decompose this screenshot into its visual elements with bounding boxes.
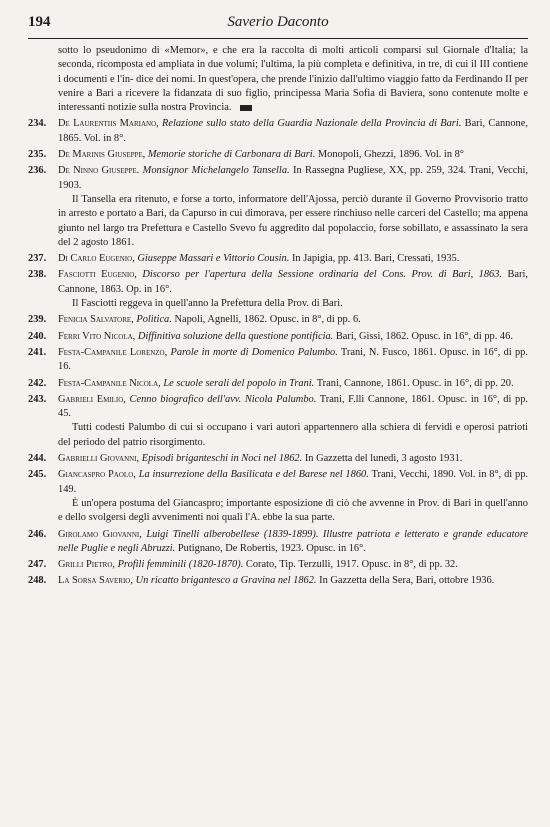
bibliography-entry bbox=[28, 393, 528, 450]
entry-publication: Trani, F.lli Cannone, 1861. Opusc. in 16°, di pp. 45. bbox=[58, 393, 528, 420]
intro-line: dice dei nomi. In quest'opera, che prende l'inizio dall'ultimo viaggio fatto da bbox=[136, 73, 453, 85]
intro-line: la più completa e definitiva, in tre, di cui il III contiene i documenti e l'in- bbox=[58, 59, 528, 85]
ink-mark-icon bbox=[240, 105, 252, 111]
entry-publication: Napoli, Agnelli, 1862. Opusc. in 8°, di pp. 6. bbox=[174, 314, 361, 326]
bibliography-entry bbox=[28, 377, 528, 391]
entry-number: 234. bbox=[28, 118, 47, 130]
bibliography-entry bbox=[28, 313, 528, 327]
entry-author: Di Carlo Eugenio, bbox=[58, 253, 135, 265]
entry-publication: Corato, Tip. Terzulli, 1917. Opusc. in 8°, di pp. 32. bbox=[245, 559, 458, 571]
running-title: Saverio Daconto bbox=[227, 14, 329, 30]
entry-number: 236. bbox=[28, 165, 47, 177]
bibliography-entry bbox=[28, 468, 528, 525]
entry-author: Fasciotti Eugenio, bbox=[58, 269, 137, 281]
bibliography-entry bbox=[28, 558, 528, 572]
entry-note: Il Fasciotti reggeva in quell'anno la Prefettura della Prov. di Bari. bbox=[72, 298, 343, 310]
entry-publication: Trani, Cannone, 1861. Opusc. in 16°, di pp. 20. bbox=[316, 377, 514, 389]
entry-author: Grilli Pietro, bbox=[58, 559, 115, 571]
entry-publication: Bari, Cannone, 1865. Vol. in 8°. bbox=[58, 118, 528, 144]
bibliography-entry bbox=[28, 148, 528, 162]
page-body bbox=[28, 44, 528, 589]
bibliography-entry bbox=[28, 117, 528, 146]
entry-title: Le scuole serali del popolo in Trani. bbox=[163, 377, 315, 389]
entry-note: È un'opera postuma del Giancaspro; importante esposizione di ciò che avvenne in Prov. di Bari in quell'anno e dello svolgersi degli avvenimenti noi quali l'A. ebbe la sua parte. bbox=[58, 497, 528, 524]
entry-title: Un ricatto brigantesco a Gravina nel 1862. bbox=[135, 575, 317, 587]
entry-number: 239. bbox=[28, 314, 47, 326]
entry-title: Cenno biografico dell'avv. Nicola Palumbo. bbox=[129, 393, 317, 405]
intro-line: sul Giornale d'Italia; la seconda, ricomposta ed ampliata in due volumi; l'ultima, bbox=[58, 45, 528, 71]
intro-paragraph bbox=[58, 44, 528, 115]
entry-title: Profili femminili (1820-1870). bbox=[117, 559, 244, 571]
bibliography-entry bbox=[28, 252, 528, 266]
intro-line: Ferdinando II per venire a Bari a ricevere la fidanzata di suo figlio, principessa bbox=[58, 73, 528, 99]
entry-author: Giancaspro Paolo, bbox=[58, 469, 136, 481]
entry-number: 244. bbox=[28, 453, 47, 465]
entry-title: Monsignor Michelangelo Tansella. bbox=[142, 165, 290, 177]
entry-author: Festa-Campanile Lorenzo, bbox=[58, 346, 168, 358]
entry-number: 238. bbox=[28, 269, 47, 281]
entry-number: 243. bbox=[28, 393, 47, 405]
bibliography-list bbox=[28, 117, 528, 588]
intro-line: Maria Sofia di Baviera, sono contenute molte e interessanti notizie sulla nostra bbox=[58, 87, 528, 114]
entry-title: Parole in morte di Domenico Palumbo. bbox=[170, 346, 338, 358]
entry-publication: Bari, Cannone, 1863. Op. in 16°. bbox=[58, 269, 528, 295]
entry-publication: Putignano, De Robertis, 1923. Opusc. in 16°. bbox=[177, 542, 366, 554]
entry-title: Giuseppe Massari e Vittorio Cousin. bbox=[137, 253, 290, 265]
entry-note: Il Tansella era ritenuto, e forse a torto, informatore dell'Ajossa, perciò durante il Governo Provvisorio tratto in arresto e portato a Bari, da Capurso in cui dimorava, per essere rinchiuso nelle carceri del Castello; ma appena giunto nel largo tra Prefettura e Castello Svevo fu aggredito dal popolaccio, forse sobillato, e assassinato la sera del 2 agosto 1861. bbox=[58, 193, 528, 248]
entry-publication: In Rassegna Pugliese, XX, pp. 259, 324. Trani, Vecchi, 1903. bbox=[58, 165, 528, 191]
bibliography-entry bbox=[28, 574, 528, 588]
entry-number: 242. bbox=[28, 377, 47, 389]
bibliography-entry bbox=[28, 528, 528, 557]
entry-author: De Laurentiis Mariano, bbox=[58, 118, 159, 130]
entry-title: La insurrezione della Basilicata e del Barese nel 1860. bbox=[138, 469, 369, 481]
entry-title: Luigi Tinelli alberobellese (1839-1899). Illustre patriota e letterato e grande educatore nelle Puglie e negli Abruzzi. bbox=[58, 528, 528, 554]
entry-title: Politica. bbox=[136, 314, 172, 326]
entry-author: De Ninno Giuseppe. bbox=[58, 165, 140, 177]
entry-title: Discorso per l'apertura della Sessione ordinaria del Cons. Prov. di Bari, 1863. bbox=[142, 269, 503, 281]
entry-number: 240. bbox=[28, 330, 47, 342]
entry-author: Ferri Vito Nicola, bbox=[58, 330, 136, 342]
entry-number: 246. bbox=[28, 528, 47, 540]
entry-author: Fenicia Salvatore, bbox=[58, 314, 134, 326]
entry-number: 247. bbox=[28, 559, 47, 571]
entry-publication: Monopoli, Ghezzi, 1896. Vol. in 8° bbox=[317, 149, 464, 161]
bibliography-entry bbox=[28, 164, 528, 250]
bibliography-entry bbox=[28, 452, 528, 466]
entry-author: Festa-Campanile Nicola, bbox=[58, 377, 161, 389]
entry-publication: In Japigia, pp. 413. Bari, Cressati, 1935. bbox=[291, 253, 460, 265]
header-rule bbox=[28, 38, 528, 39]
entry-number: 248. bbox=[28, 575, 47, 587]
entry-author: La Sorsa Saverio, bbox=[58, 575, 133, 587]
bibliography-entry bbox=[28, 346, 528, 375]
page-header bbox=[28, 14, 528, 36]
entry-number: 237. bbox=[28, 253, 47, 265]
page-number: 194 bbox=[28, 14, 51, 30]
entry-title: Diffinitiva soluzione della questione pontificia. bbox=[137, 330, 334, 342]
entry-author: Gabrieli Emilio, bbox=[58, 393, 126, 405]
intro-line: Provincia. bbox=[189, 102, 232, 114]
entry-number: 235. bbox=[28, 149, 47, 161]
entry-title: Relazione sullo stato della Guardia Nazionale della Provincia di Bari. bbox=[162, 118, 462, 130]
entry-title: Memorie storiche di Carbonara di Bari. bbox=[147, 149, 316, 161]
entry-author: Gabrielli Giovanni, bbox=[58, 453, 140, 465]
entry-author: De Marinis Giuseppe, bbox=[58, 149, 146, 161]
entry-publication: Bari, Gissi, 1862. Opusc. in 16°, di pp. 46. bbox=[335, 330, 513, 342]
entry-author: Girolamo Giovanni, bbox=[58, 528, 142, 540]
bibliography-entry bbox=[28, 268, 528, 311]
bibliography-entry bbox=[28, 330, 528, 344]
entry-note: Tutti codesti Palumbo di cui si occupano i vari autori appartennero alla schiera di fervidi e operosi patrioti del periodo del patrio risorgimento. bbox=[58, 422, 528, 448]
entry-number: 241. bbox=[28, 346, 47, 358]
entry-publication: Trani, Vecchi, 1890. Vol. in 8°, di pp. 149. bbox=[58, 469, 528, 495]
entry-publication: Trani, N. Fusco, 1861. Opusc. in 16°, di pp. 16. bbox=[58, 346, 528, 373]
entry-publication: In Gazzetta della Sera, Bari, ottobre 1936. bbox=[319, 575, 495, 587]
entry-title: Episodi briganteschi in Noci nel 1862. bbox=[141, 453, 303, 465]
intro-line: sotto lo pseudonimo di «Memor», e che era la raccolta di molti articoli comparsi bbox=[58, 45, 422, 56]
entry-publication: In Gazzetta del lunedì, 3 agosto 1931. bbox=[304, 453, 463, 465]
entry-number: 245. bbox=[28, 469, 47, 481]
